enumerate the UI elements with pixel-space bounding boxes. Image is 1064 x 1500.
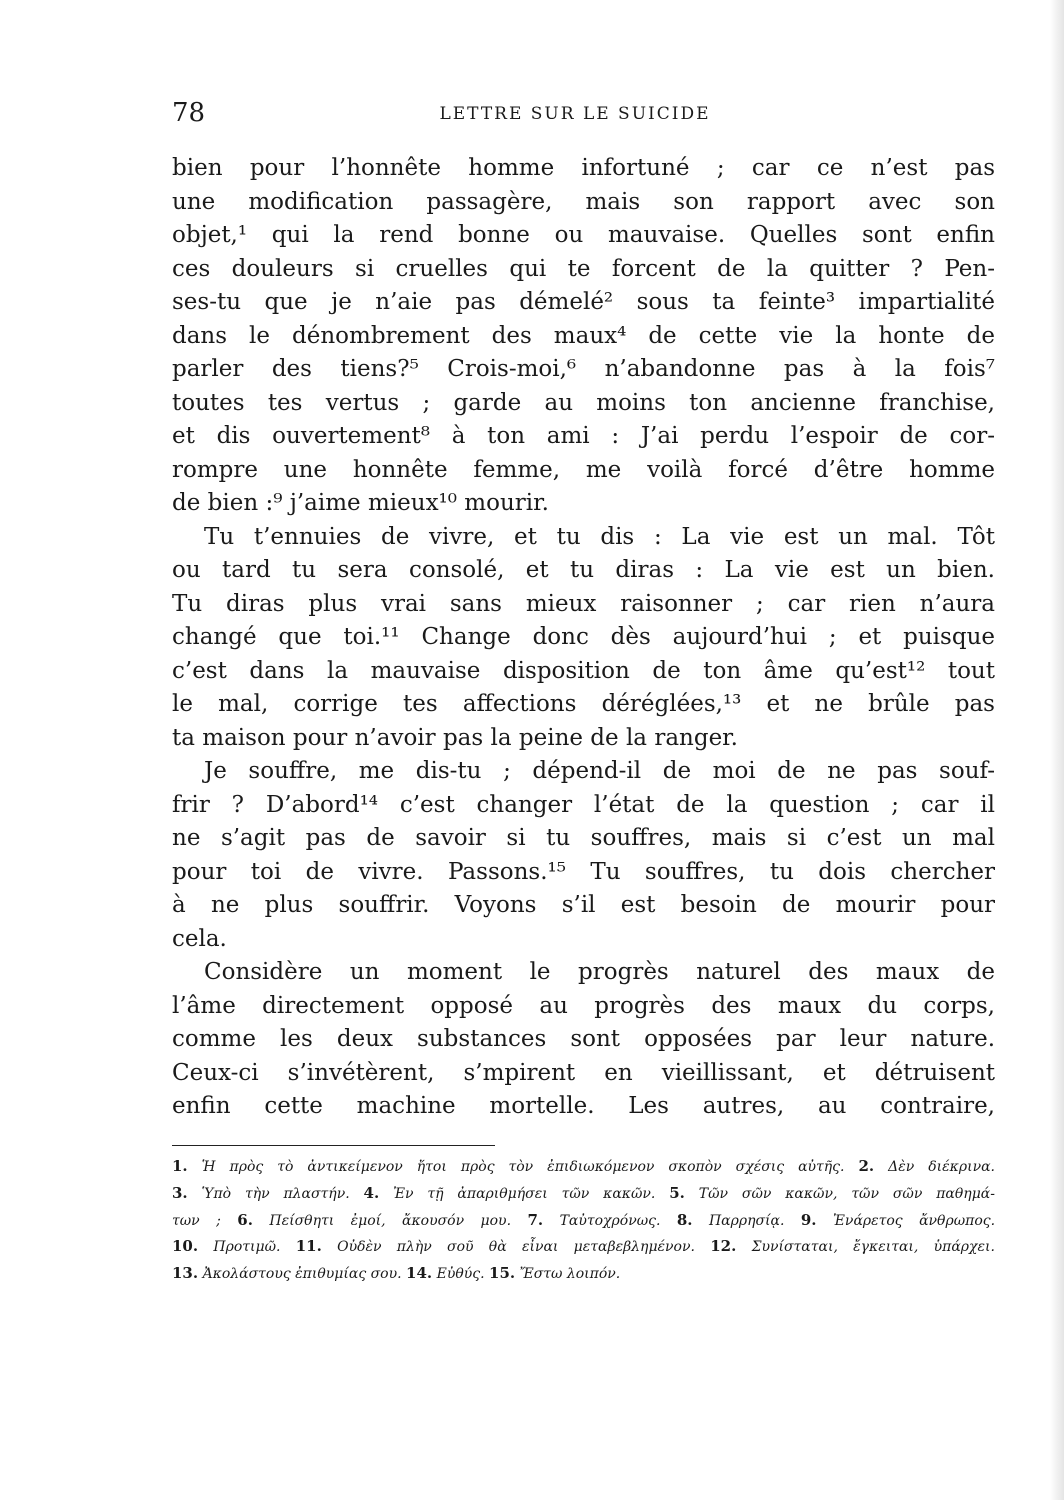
footnote-number: 7. xyxy=(527,1210,544,1229)
footnote-text: Παρρησίᾳ. xyxy=(708,1212,785,1229)
text-line: parler des tiens?⁵ Crois-moi,⁶ n’abandonne pas à la fois⁷ xyxy=(172,356,995,382)
text-line: de bien :⁹ j’aime mieux¹⁰ mourir. xyxy=(172,490,549,516)
footnotes xyxy=(172,1153,995,1287)
text-line: cela. xyxy=(172,925,227,952)
footnote-number: 11. xyxy=(295,1237,322,1256)
footnote-text: Προτιμῶ. xyxy=(213,1239,281,1256)
text-line: l’âme directement opposé au progrès des maux du corps, xyxy=(172,992,995,1019)
text-line: c’est dans la mauvaise disposition de ton âme qu’est¹² tout xyxy=(172,657,995,684)
scan-edge-shadow xyxy=(1050,0,1064,1500)
footnote-number: 3. xyxy=(172,1183,188,1202)
text-line: à ne plus souffrir. Voyons s’il est besoin de mourir pour xyxy=(172,892,995,918)
footnote-number: 9. xyxy=(800,1210,817,1229)
text-line: Ceux-ci s’invétèrent, s’mpirent en vieillissant, et détruisent xyxy=(172,1059,995,1086)
text-line: enfin cette machine mortelle. Les autres, au contraire, xyxy=(172,1093,995,1119)
footnote-line xyxy=(172,1153,995,1180)
text-line: rompre une honnête femme, me voilà forcé d’être homme xyxy=(172,456,995,483)
text-line: une modification passagère, mais son rapport avec son xyxy=(172,188,995,215)
footnote-text: Ἀκολάστους ἐπιθυμίας σου. xyxy=(202,1266,402,1283)
footnote-line xyxy=(172,1260,995,1287)
footnote-text: Πείσθητι ἐμοί, ἄκουσόν μου. xyxy=(269,1212,512,1229)
footnote-text: Ταὐτοχρόνως. xyxy=(559,1212,661,1229)
text-line: Tu t’ennuies de vivre, et tu dis : La vie est un mal. Tôt xyxy=(204,523,995,550)
footnote-number: 2. xyxy=(858,1157,875,1175)
footnote-number: 13. xyxy=(172,1264,199,1283)
text-line: dans le dénombrement des maux⁴ de cette vie la honte de xyxy=(172,322,995,349)
text-line: Tu diras plus vrai sans mieux raisonner ; car rien n’aura xyxy=(172,590,995,617)
footnote-number: 1. xyxy=(172,1157,188,1175)
text-line: objet,¹ qui la rend bonne ou mauvaise. Quelles sont enfin xyxy=(172,222,995,248)
text-line: bien pour l’honnête homme infortuné ; car ce n’est pas xyxy=(172,155,995,181)
footnote-text: Ὑπὸ τὴν πλαστήν. xyxy=(201,1185,350,1202)
text-line: ces douleurs si cruelles qui te forcent de la quitter ? Pen- xyxy=(172,255,995,282)
footnote-number: 4. xyxy=(363,1183,380,1202)
footnote-number: 12. xyxy=(710,1237,737,1256)
footnote-number: 8. xyxy=(676,1210,693,1229)
footnote-line xyxy=(172,1180,995,1207)
text-line: Considère un moment le progrès naturel des maux de xyxy=(204,959,995,985)
text-line: pour toi de vivre. Passons.¹⁵ Tu souffres, tu dois chercher xyxy=(172,858,995,885)
footnote-rule xyxy=(172,1145,495,1146)
footnote-line xyxy=(172,1207,995,1234)
footnote-text: Δὲν διέκρινα. xyxy=(888,1159,995,1175)
footnote-number: 5. xyxy=(669,1183,685,1202)
text-line: changé que toi.¹¹ Change donc dès aujourd’hui ; et puisque xyxy=(172,624,995,650)
text-line: Je souffre, me dis-tu ; dépend-il de moi de ne pas souf- xyxy=(204,758,995,784)
footnote-number: 14. xyxy=(406,1264,433,1283)
footnote-text: Ἐν τῇ ἀπαριθμήσει τῶν κακῶν. xyxy=(393,1185,656,1202)
footnote-number: 15. xyxy=(489,1264,516,1283)
text-line: ta maison pour n’avoir pas la peine de la ranger. xyxy=(172,724,738,751)
footnote-text: Ἔστω λοιπόν. xyxy=(519,1266,621,1283)
text-line: frir ? D’abord¹⁴ c’est changer l’état de la question ; car il xyxy=(172,791,995,818)
footnote-number: 6. xyxy=(237,1210,253,1229)
text-line: ou tard tu sera consolé, et tu diras : La vie est un bien. xyxy=(172,557,995,583)
text-line: ses-tu que je n’aie pas démelé² sous ta feinte³ impartialité xyxy=(172,289,995,315)
text-line: comme les deux substances sont opposées par leur nature. xyxy=(172,1026,995,1052)
footnote-text: των ; xyxy=(172,1212,221,1229)
footnote-text: Ἐνάρετος ἄνθρωπος. xyxy=(832,1212,996,1229)
footnote-number: 10. xyxy=(172,1237,199,1256)
text-line: et dis ouvertement⁸ à ton ami : J’ai perdu l’espoir de cor- xyxy=(172,423,995,449)
page-number: 78 xyxy=(172,98,206,128)
footnote-text: Συνίσταται, ἔγκειται, ὑπάρχει. xyxy=(751,1239,995,1256)
body-text xyxy=(172,152,995,1124)
text-line: ne s’agit pas de savoir si tu souffres, mais si c’est un mal xyxy=(172,825,995,851)
running-title: LETTRE SUR LE SUICIDE xyxy=(439,104,711,124)
text-line: le mal, corrige tes affections déréglées,¹³ et ne brûle pas xyxy=(172,691,995,717)
footnote-line xyxy=(172,1233,995,1260)
footnote-text: Ἡ πρὸς τὸ ἀντικείμενον ἤτοι πρὸς τὸν ἐπιδιωκόμενον σκοπὸν σχέσις αὐτῆς. xyxy=(201,1159,845,1175)
text-line: toutes tes vertus ; garde au moins ton ancienne franchise, xyxy=(172,389,995,416)
footnote-text: Τῶν σῶν κακῶν, τῶν σῶν παθημά- xyxy=(698,1185,995,1202)
footnote-text: Εὐθύς. xyxy=(436,1266,485,1283)
footnote-text: Οὐδὲν πλὴν σοῦ θὰ εἶναι μεταβεβλημένον. xyxy=(337,1239,695,1256)
